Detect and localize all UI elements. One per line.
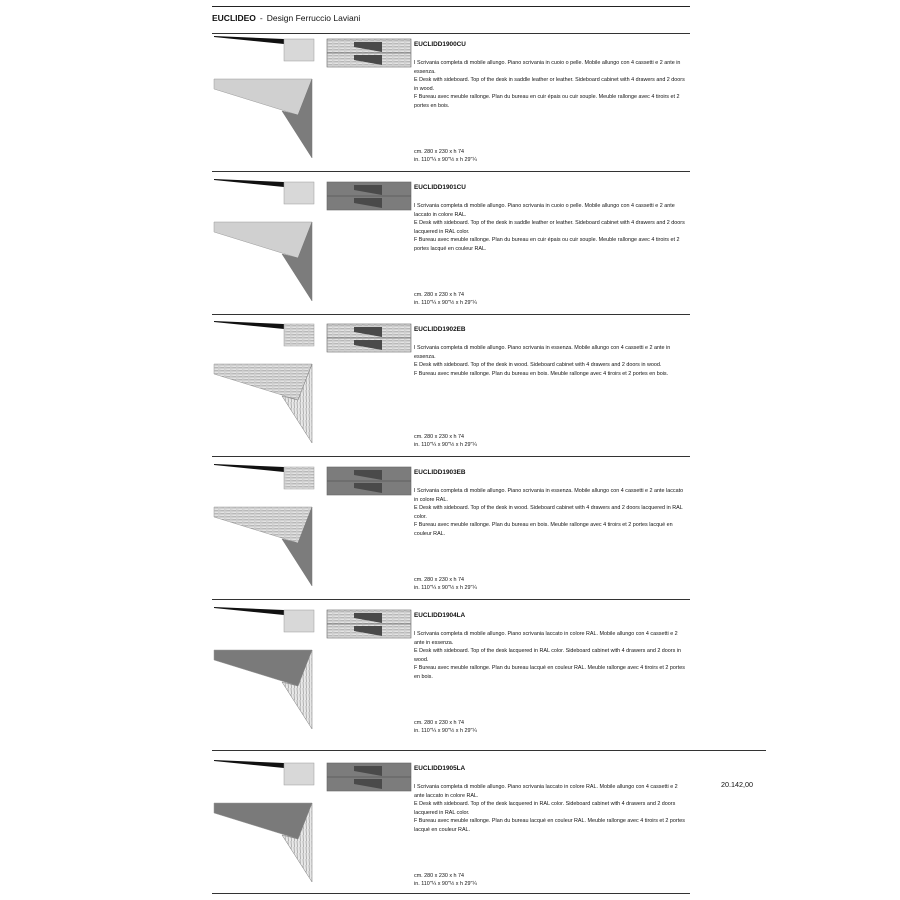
desk-top-surface: [214, 803, 312, 839]
product-row: [212, 757, 690, 893]
product-drawings: [212, 461, 412, 596]
desk-profile-wedge: [214, 321, 284, 329]
desk-top-surface: [214, 650, 312, 686]
description-it: I Scrivania completa di mobile allungo. Piano scrivania in cuoio o pelle. Mobile allungo con 4 cassetti e 2 ante laccato in colore RAL.: [414, 203, 675, 218]
dimensions-in: in. 110"¼ x 90"½ x h 29"¼: [414, 728, 477, 735]
description-it: I Scrivania completa di mobile allungo. Piano scrivania in cuoio o pelle. Mobile allungo con 4 cassetti e 2 ante in essenza.: [414, 60, 681, 75]
desk-profile-wedge: [214, 607, 284, 615]
desk-top-surface: [214, 222, 312, 258]
description-it: I Scrivania completa di mobile allungo. Piano scrivania laccato in colore RAL. Mobile allungo con 4 cassetti e 2 ante in essenza.: [414, 631, 678, 646]
description-en: E Desk with sideboard. Top of the desk lacquered in RAL color. Sideboard cabinet with 4 drawers and 2 doors lacquered in RAL color.: [414, 801, 676, 816]
dimensions-cm: cm. 280 x 230 x h 74: [414, 873, 465, 879]
product-description: [414, 59, 688, 111]
product-row: [212, 33, 690, 169]
collection-header: [212, 13, 360, 23]
row-divider: [212, 456, 690, 457]
desk-profile-wedge: [214, 36, 284, 44]
product-description: [414, 783, 688, 835]
product-code: EUCLIDD1903EB: [414, 469, 466, 476]
description-fr: F Bureau avec meuble rallonge. Plan du bureau lacqué en couleur RAL. Meuble rallonge avec 4 tiroirs et 2 portes lacqué en couleur RAL.: [414, 818, 685, 833]
product-dimensions: [414, 148, 477, 164]
product-dimensions: [414, 719, 477, 735]
dimensions-in: in. 110"¼ x 90"½ x h 29"¼: [414, 300, 477, 307]
desk-drawing: [212, 33, 412, 168]
product-description: [414, 344, 688, 378]
product-dimensions: [414, 576, 477, 592]
description-fr: F Bureau avec meuble rallonge. Plan du bureau en cuir épais ou cuir souple. Meuble rallonge avec 4 tiroirs et 2 portes lacqué en couleur RAL.: [414, 237, 680, 252]
description-en: E Desk with sideboard. Top of the desk in wood. Sideboard cabinet with 4 drawers and 2 doors lacquered in RAL color.: [414, 505, 683, 520]
desk-top-surface: [214, 79, 312, 115]
description-en: E Desk with sideboard. Top of the desk in wood. Sideboard cabinet with 4 drawers and 2 doors in wood.: [414, 362, 662, 369]
row-divider: [212, 171, 690, 172]
product-row: [212, 604, 690, 740]
product-code: EUCLIDD1901CU: [414, 184, 466, 191]
product-row: [212, 461, 690, 597]
product-code: EUCLIDD1902EB: [414, 326, 466, 333]
header-separator: -: [259, 13, 263, 23]
dimensions-in: in. 110"¼ x 90"½ x h 29"¼: [414, 442, 477, 449]
product-dimensions: [414, 433, 477, 449]
row-divider: [212, 314, 690, 315]
desk-side-panel: [284, 39, 314, 61]
collection-name: EUCLIDEO: [212, 13, 256, 23]
dimensions-cm: cm. 280 x 230 x h 74: [414, 149, 465, 155]
dimensions-cm: cm. 280 x 230 x h 74: [414, 720, 465, 726]
desk-drawing: [212, 461, 412, 596]
desk-top-surface: [214, 507, 312, 543]
description-en: E Desk with sideboard. Top of the desk lacquered in RAL color. Sideboard cabinet with 4 drawers and 2 doors in wood.: [414, 648, 681, 663]
dimensions-cm: cm. 280 x 230 x h 74: [414, 577, 465, 583]
product-dimensions: [414, 872, 477, 888]
product-drawings: [212, 33, 412, 168]
product-code: EUCLIDD1904LA: [414, 612, 466, 619]
desk-side-panel: [284, 763, 314, 785]
desk-drawing: [212, 176, 412, 311]
product-dimensions: [414, 291, 477, 307]
description-it: I Scrivania completa di mobile allungo. Piano scrivania laccato in colore RAL. Mobile allungo con 4 cassetti e 2 ante laccato in colore RAL.: [414, 784, 678, 799]
desk-side-panel: [284, 610, 314, 632]
product-drawings: [212, 318, 412, 453]
description-en: E Desk with sideboard. Top of the desk in saddle leather or leather. Sideboard cabinet with 4 drawers and 2 doors lacquered in RAL color.: [414, 220, 685, 235]
description-it: I Scrivania completa di mobile allungo. Piano scrivania in essenza. Mobile allungo con 4 cassetti e 2 ante in essenza.: [414, 345, 671, 360]
product-description: [414, 487, 688, 539]
row-divider: [212, 599, 690, 600]
dimensions-cm: cm. 280 x 230 x h 74: [414, 292, 465, 298]
product-description: [414, 630, 688, 682]
row-divider: [212, 893, 690, 894]
dimensions-in: in. 110"¼ x 90"½ x h 29"¼: [414, 881, 477, 888]
description-it: I Scrivania completa di mobile allungo. Piano scrivania in essenza. Mobile allungo con 4 cassetti e 2 ante laccato in colore RAL.: [414, 488, 684, 503]
product-description: [414, 202, 688, 254]
desk-side-panel: [284, 324, 314, 346]
description-fr: F Bureau avec meuble rallonge. Plan du bureau lacqué en couleur RAL. Meuble rallonge avec 4 tiroirs et 2 portes en bois.: [414, 665, 685, 680]
product-row: [212, 176, 690, 312]
dimensions-in: in. 110"¼ x 90"½ x h 29"¼: [414, 585, 477, 592]
desk-drawing: [212, 604, 412, 739]
desk-drawing: [212, 757, 412, 892]
description-en: E Desk with sideboard. Top of the desk in saddle leather or leather. Sideboard cabinet with 4 drawers and 2 doors in wood.: [414, 77, 685, 92]
product-drawings: [212, 604, 412, 739]
product-code: EUCLIDD1900CU: [414, 41, 466, 48]
product-code: EUCLIDD1905LA: [414, 765, 466, 772]
row-divider: [212, 750, 766, 751]
price-value: 20.142,00: [721, 780, 753, 789]
description-fr: F Bureau avec meuble rallonge. Plan du bureau en bois. Meuble rallonge avec 4 tiroirs et 2 portes en bois.: [414, 370, 669, 377]
product-drawings: [212, 757, 412, 892]
product-drawings: [212, 176, 412, 311]
desk-side-panel: [284, 182, 314, 204]
desk-top-surface: [214, 364, 312, 400]
dimensions-in: in. 110"¼ x 90"½ x h 29"¼: [414, 157, 477, 164]
designer-name: Design Ferruccio Laviani: [266, 13, 361, 23]
desk-profile-wedge: [214, 464, 284, 472]
desk-profile-wedge: [214, 760, 284, 768]
description-fr: F Bureau avec meuble rallonge. Plan du bureau en bois. Meuble rallonge avec 4 tiroirs et 2 portes lacqué en couleur RAL.: [414, 522, 673, 537]
dimensions-cm: cm. 280 x 230 x h 74: [414, 434, 465, 440]
desk-drawing: [212, 318, 412, 453]
desk-side-panel: [284, 467, 314, 489]
top-rule: [212, 6, 690, 7]
desk-profile-wedge: [214, 179, 284, 187]
description-fr: F Bureau avec meuble rallonge. Plan du bureau en cuir épais ou cuir souple. Meuble rallonge avec 4 tiroirs et 2 portes en bois.: [414, 94, 680, 109]
product-row: [212, 318, 690, 454]
